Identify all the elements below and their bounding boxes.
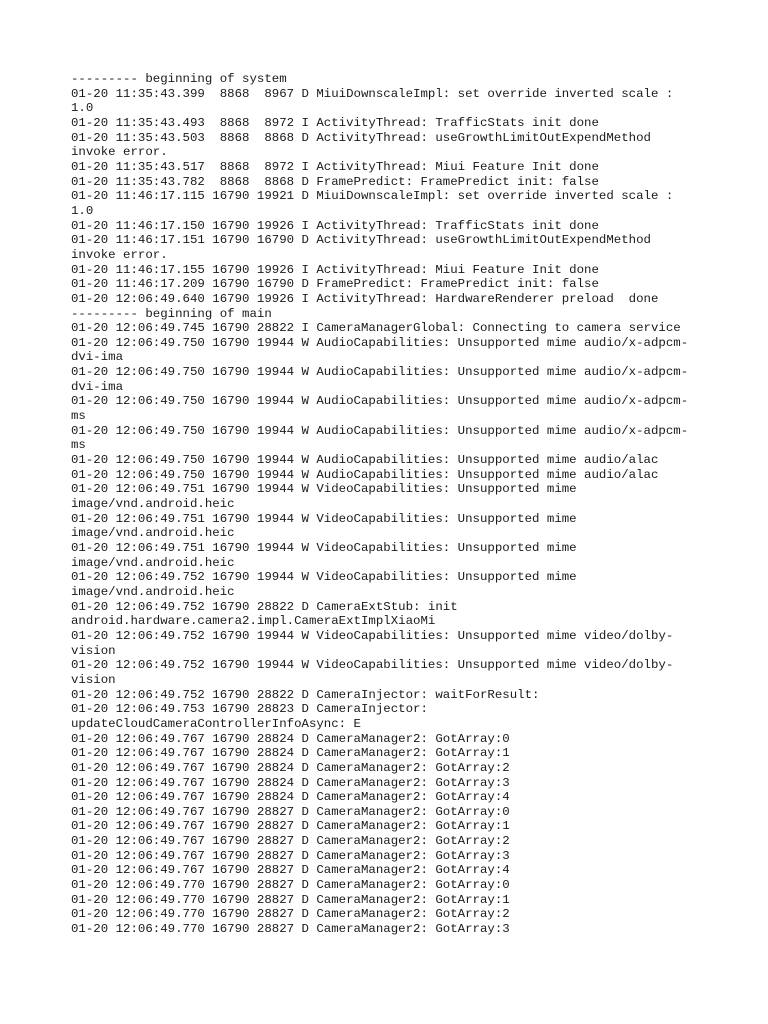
log-line: 01-20 12:06:49.750 16790 19944 W AudioCapabilities: Unsupported mime audio/x-adpcm- [71,335,689,350]
log-line: 01-20 12:06:49.745 16790 28822 I CameraManagerGlobal: Connecting to camera service [71,321,681,336]
log-line: image/vnd.android.heic [71,497,235,512]
log-line: invoke error. [71,247,168,262]
log-line: 01-20 11:46:17.151 16790 16790 D ActivityThread: useGrowthLimitOutExpendMethod [71,233,651,248]
log-line: 01-20 12:06:49.767 16790 28824 D CameraManager2: GotArray:2 [71,760,510,775]
log-line: 01-20 11:46:17.209 16790 16790 D FramePredict: FramePredict init: false [71,277,599,292]
log-line: 01-20 11:35:43.503 8868 8868 D ActivityThread: useGrowthLimitOutExpendMethod [71,130,651,145]
log-line: 01-20 12:06:49.752 16790 19944 W VideoCapabilities: Unsupported mime video/dolby- [71,658,674,673]
log-line: ms [71,438,86,453]
log-line: 01-20 12:06:49.751 16790 19944 W VideoCapabilities: Unsupported mime [71,482,577,497]
log-line: 01-20 11:35:43.782 8868 8868 D FramePredict: FramePredict init: false [71,174,599,189]
log-lines [71,72,711,937]
log-line: dvi-ima [71,350,124,365]
log-line: 01-20 12:06:49.640 16790 19926 I ActivityThread: HardwareRenderer preload done [71,291,659,306]
log-line: vision [71,672,116,687]
log-line: --------- beginning of main [71,306,272,321]
log-line: image/vnd.android.heic [71,555,235,570]
log-line: 01-20 12:06:49.767 16790 28827 D CameraManager2: GotArray:0 [71,804,510,819]
log-line: --------- beginning of system [71,72,287,86]
log-line: 01-20 12:06:49.767 16790 28827 D CameraManager2: GotArray:2 [71,834,510,849]
log-line: 1.0 [71,203,94,218]
log-line: 01-20 11:46:17.155 16790 19926 I ActivityThread: Miui Feature Init done [71,262,599,277]
log-line: 01-20 12:06:49.767 16790 28827 D CameraManager2: GotArray:1 [71,819,510,834]
log-line: 01-20 12:06:49.767 16790 28824 D CameraManager2: GotArray:3 [71,775,510,790]
log-line: 01-20 12:06:49.767 16790 28824 D CameraManager2: GotArray:0 [71,731,510,746]
log-line: 01-20 12:06:49.752 16790 28822 D CameraInjector: waitForResult: [71,687,540,702]
log-line: 01-20 11:35:43.517 8868 8972 I ActivityThread: Miui Feature Init done [71,159,599,174]
log-line: 01-20 12:06:49.770 16790 28827 D CameraManager2: GotArray:2 [71,907,510,922]
log-line: 01-20 12:06:49.752 16790 19944 W VideoCapabilities: Unsupported mime video/dolby- [71,628,674,643]
log-line: 01-20 12:06:49.752 16790 28822 D CameraExtStub: init [71,599,458,614]
log-line: 01-20 12:06:49.751 16790 19944 W VideoCapabilities: Unsupported mime [71,511,577,526]
log-line: updateCloudCameraControllerInfoAsync: E [71,716,361,731]
log-line: 01-20 12:06:49.753 16790 28823 D CameraInjector: [71,702,428,717]
log-line: image/vnd.android.heic [71,584,235,599]
log-line: 01-20 12:06:49.767 16790 28824 D CameraManager2: GotArray:1 [71,746,510,761]
log-document [71,72,711,937]
log-line: 01-20 12:06:49.767 16790 28827 D CameraManager2: GotArray:4 [71,863,510,878]
log-line: 01-20 11:35:43.493 8868 8972 I ActivityThread: TrafficStats init done [71,115,599,130]
log-line: 01-20 12:06:49.750 16790 19944 W AudioCapabilities: Unsupported mime audio/x-adpcm- [71,365,689,380]
log-line: 01-20 12:06:49.770 16790 28827 D CameraManager2: GotArray:0 [71,878,510,893]
log-line: 01-20 11:46:17.150 16790 19926 I ActivityThread: TrafficStats init done [71,218,599,233]
log-line: 01-20 12:06:49.767 16790 28827 D CameraManager2: GotArray:3 [71,848,510,863]
log-line: android.hardware.camera2.impl.CameraExtImplXiaoMi [71,614,436,629]
log-line: 01-20 12:06:49.751 16790 19944 W VideoCapabilities: Unsupported mime [71,541,577,555]
log-line: 01-20 12:06:49.770 16790 28827 D CameraManager2: GotArray:1 [71,892,510,907]
log-line: 1.0 [71,101,94,116]
log-line: 01-20 12:06:49.750 16790 19944 W AudioCapabilities: Unsupported mime audio/x-adpcm- [71,394,689,409]
log-line: 01-20 12:06:49.752 16790 19944 W VideoCapabilities: Unsupported mime [71,570,577,585]
log-line: 01-20 11:35:43.399 8868 8967 D MiuiDownscaleImpl: set override inverted scale : [71,86,674,101]
log-line: image/vnd.android.heic [71,526,235,541]
log-line: 01-20 12:06:49.750 16790 19944 W AudioCapabilities: Unsupported mime audio/x-adpcm- [71,423,689,438]
log-line: 01-20 12:06:49.770 16790 28827 D CameraManager2: GotArray:3 [71,922,510,937]
log-line: ms [71,409,86,424]
log-line: invoke error. [71,145,168,160]
log-line: 01-20 12:06:49.750 16790 19944 W AudioCapabilities: Unsupported mime audio/alac [71,453,659,468]
log-line: 01-20 11:46:17.115 16790 19921 D MiuiDownscaleImpl: set override inverted scale : [71,189,674,204]
log-line: 01-20 12:06:49.750 16790 19944 W AudioCapabilities: Unsupported mime audio/alac [71,467,659,482]
log-line: dvi-ima [71,379,124,394]
log-line: vision [71,643,116,658]
log-line: 01-20 12:06:49.767 16790 28824 D CameraManager2: GotArray:4 [71,790,510,805]
